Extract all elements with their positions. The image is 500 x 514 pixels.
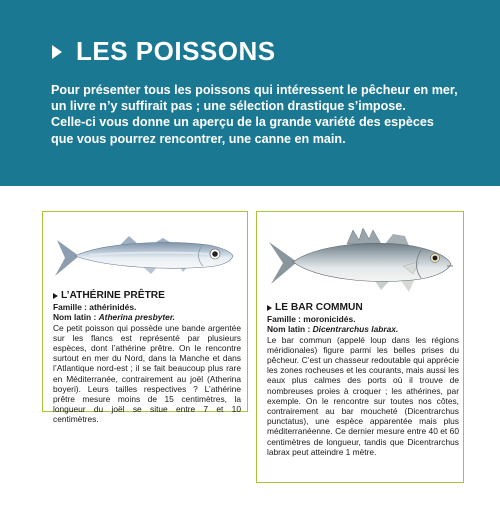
latin-name: Dicentrarchus labrax.	[312, 324, 399, 335]
card-title-text: LE BAR COMMUN	[275, 302, 363, 313]
triangle-bullet-icon	[53, 293, 58, 299]
triangle-bullet-icon	[52, 45, 62, 59]
latin-label: Nom latin :	[53, 312, 99, 323]
title-row	[52, 36, 276, 67]
fish-card-atherine	[42, 211, 248, 425]
atherine-description	[53, 291, 241, 425]
page-title: LES POISSONS	[76, 36, 276, 66]
family-line: Famille : athérinidés.	[53, 302, 137, 313]
body-text: Le bar commun (appelé loup dans les régions méridionales) figure parmi les belles prises du pêcheur. C’est un chasseur redoutable qui apprécie les zones rocheuses et les courants, mais aussi les eaux plus calmes des ports où il trouve de nombreuses proies à croquer ; les athérines, par exemple. On le rencontre sur toutes nos côtes, contrairement au bar moucheté (Dicentrarchus punctatus), une espèce apparentée mais plus méditerranéenne. Ce dernier mesure entre 40 et 60 centimètres de longueur, tandis que Dicentrarchus labrax peut atteindre 1 mètre.	[267, 334, 459, 457]
intro-line: Pour présenter tous les poissons qui intéressent le pêcheur en mer,	[51, 83, 458, 97]
card-title	[267, 303, 459, 313]
family-line: Famille : moronicidés.	[267, 314, 356, 325]
intro-paragraph	[51, 82, 461, 147]
intro-line: Celle-ci vous donne un aperçu de la grande variété des espèces	[51, 115, 434, 130]
header-banner	[0, 0, 500, 186]
bar-commun-fish-illustration	[263, 222, 457, 300]
intro-line: que vous pourrez rencontrer, une canne en main.	[51, 131, 346, 146]
card-title-text: L’ATHÉRINE PRÊTRE	[61, 290, 165, 301]
card-title	[53, 291, 241, 301]
intro-line: un livre n’y suffirait pas ; une sélection drastique s’impose.	[51, 99, 406, 114]
latin-label: Nom latin :	[267, 324, 313, 335]
latin-name: Atherina presbyter.	[98, 312, 175, 323]
bar-commun-description	[267, 303, 459, 457]
latin-name-line	[267, 324, 459, 334]
atherine-fish-illustration	[49, 232, 239, 284]
triangle-bullet-icon	[267, 305, 272, 311]
body-text: Ce petit poisson qui possède une bande argentée sur les flancs est représenté par plusieurs espèces, dont l’athérine prêtre. On le rencontre surtout en mer du Nord, dans la Manche et dans l’Atlantique nord-est ; il se fait beaucoup plus rare en Méditerranée, contrairement au joël (Atherina boyeri). Leurs tailles respectives ? L’athérine prêtre mesure moins de 15 centimètres, la longueur du joël se situe entre 7 et 10 centimètres.	[53, 322, 241, 425]
fish-card-bar-commun	[256, 211, 464, 483]
latin-name-line	[53, 312, 241, 322]
